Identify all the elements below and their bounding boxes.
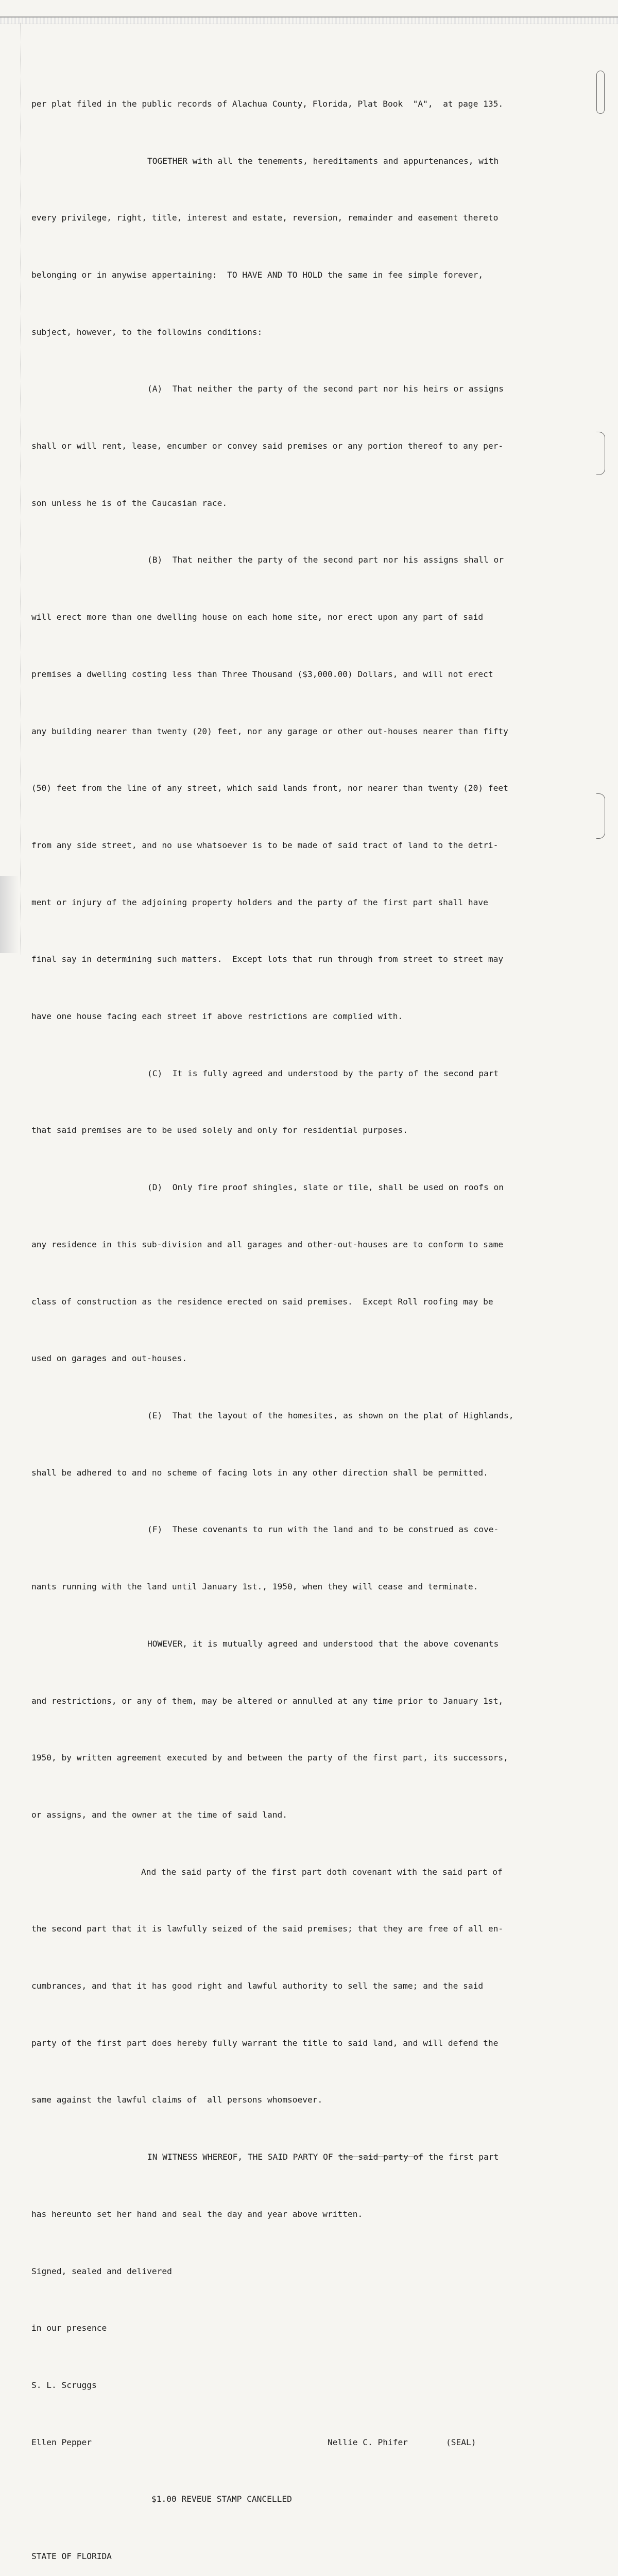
text-line: that said premises are to be used solely and only for residential purposes. [31, 1125, 408, 1136]
text-line: son unless he is of the Caucasian race. [31, 498, 228, 508]
revenue-stamp-note: $1.00 REVEUE STAMP CANCELLED [151, 2494, 292, 2504]
presence-line: in our presence [31, 2323, 107, 2333]
witness-text-end: the first part [423, 2152, 499, 2162]
text-line: party of the first part does hereby fully warrant the title to said land, and will defend the [31, 2038, 499, 2048]
text-line: every privilege, right, title, interest and estate, reversion, remainder and easement thereto [31, 213, 499, 223]
struck-text: the said party of [338, 2152, 424, 2162]
text-line: per plat filed in the public records of Alachua County, Florida, Plat Book "A", at page 135. [31, 98, 504, 109]
scan-top-rule [0, 16, 618, 24]
text-line: 1950, by written agreement executed by and between the party of the first part, its successors, [31, 1753, 508, 1763]
text-line: has hereunto set her hand and seal the day and year above written. [31, 2209, 363, 2219]
condition-b-start: (B) That neither the party of the second part nor his assigns shall or [147, 555, 504, 565]
text-line: class of construction as the residence erected on said premises. Except Roll roofing may be [31, 1296, 493, 1307]
text-line: same against the lawful claims of all persons whomsoever. [31, 2095, 323, 2105]
state-heading: STATE OF FLORIDA [31, 2551, 112, 2562]
text-line: (50) feet from the line of any street, which said lands front, nor nearer than twenty (20) feet [31, 783, 508, 793]
signed-sealed-line: Signed, sealed and delivered [31, 2266, 172, 2276]
text-line: ment or injury of the adjoining property holders and the party of the first part shall have [31, 897, 488, 907]
text-line: nants running with the land until January 1st., 1950, when they will cease and terminate. [31, 1582, 478, 1592]
witness-name-1: S. L. Scruggs [31, 2380, 97, 2390]
text-line: cumbrances, and that it has good right and lawful authority to sell the same; and the said [31, 1981, 484, 1991]
text-line: TOGETHER with all the tenements, hereditaments and appurtenances, with [147, 156, 499, 166]
condition-d-start: (D) Only fire proof shingles, slate or tile, shall be used on roofs on [147, 1182, 504, 1193]
text-line: final say in determining such matters. Except lots that run through from street to street may [31, 954, 504, 964]
text-line: subject, however, to the followins conditions: [31, 327, 263, 337]
text-line: will erect more than one dwelling house on each home site, nor erect upon any part of said [31, 612, 484, 622]
scan-shadow [0, 876, 19, 953]
condition-f-start: (F) These covenants to run with the land and to be construed as cove- [147, 1524, 499, 1535]
binder-hole-mark [596, 793, 605, 839]
condition-a-start: (A) That neither the party of the second part nor his heirs or assigns [147, 384, 504, 394]
binder-hole-mark [596, 432, 605, 475]
text-line: belonging or in anywise appertaining: TO HAVE AND TO HOLD the same in fee simple forever, [31, 269, 484, 280]
text-line: and restrictions, or any of them, may be altered or annulled at any time prior to January 1st, [31, 1696, 504, 1706]
text-line: any building nearer than twenty (20) feet, nor any garage or other out-houses nearer than fifty [31, 726, 508, 736]
condition-e-start: (E) That the layout of the homesites, as shown on the plat of Highlands, [147, 1410, 514, 1420]
witness-text: IN WITNESS WHEREOF, THE SAID PARTY OF [147, 2152, 338, 2162]
grantor-signature: Nellie C. Phifer [328, 2437, 408, 2447]
signature-row [31, 2433, 541, 2452]
text-line: the second part that it is lawfully seized of the said premises; that they are free of all en- [31, 1924, 504, 1934]
covenant-clause: And the said party of the first part doth covenant with the said part of [141, 1867, 503, 1877]
text-line: any residence in this sub-division and all garages and other-out-houses are to conform to same [31, 1239, 504, 1249]
text-line: shall be adhered to and no scheme of facing lots in any other direction shall be permitted. [31, 1467, 488, 1478]
condition-c-start: (C) It is fully agreed and understood by the party of the second part [147, 1068, 499, 1078]
however-clause: HOWEVER, it is mutually agreed and understood that the above covenants [147, 1638, 499, 1649]
binder-hole-mark [596, 71, 605, 114]
text-line: used on garages and out-houses. [31, 1353, 187, 1364]
deed-document [31, 57, 541, 2576]
witness-clause [31, 2148, 541, 2167]
text-line: or assigns, and the owner at the time of said land. [31, 1809, 288, 1820]
text-line: from any side street, and no use whatsoever is to be made of said tract of land to the detri- [31, 840, 499, 850]
page-left-edge [21, 23, 23, 955]
seal-label: (SEAL) [446, 2437, 476, 2447]
witness-name-2: Ellen Pepper [31, 2437, 92, 2447]
text-line: have one house facing each street if above restrictions are complied with. [31, 1011, 403, 1022]
text-line: premises a dwelling costing less than Three Thousand ($3,000.00) Dollars, and will not erect [31, 669, 493, 679]
text-line: shall or will rent, lease, encumber or convey said premises or any portion thereof to any per- [31, 441, 504, 451]
